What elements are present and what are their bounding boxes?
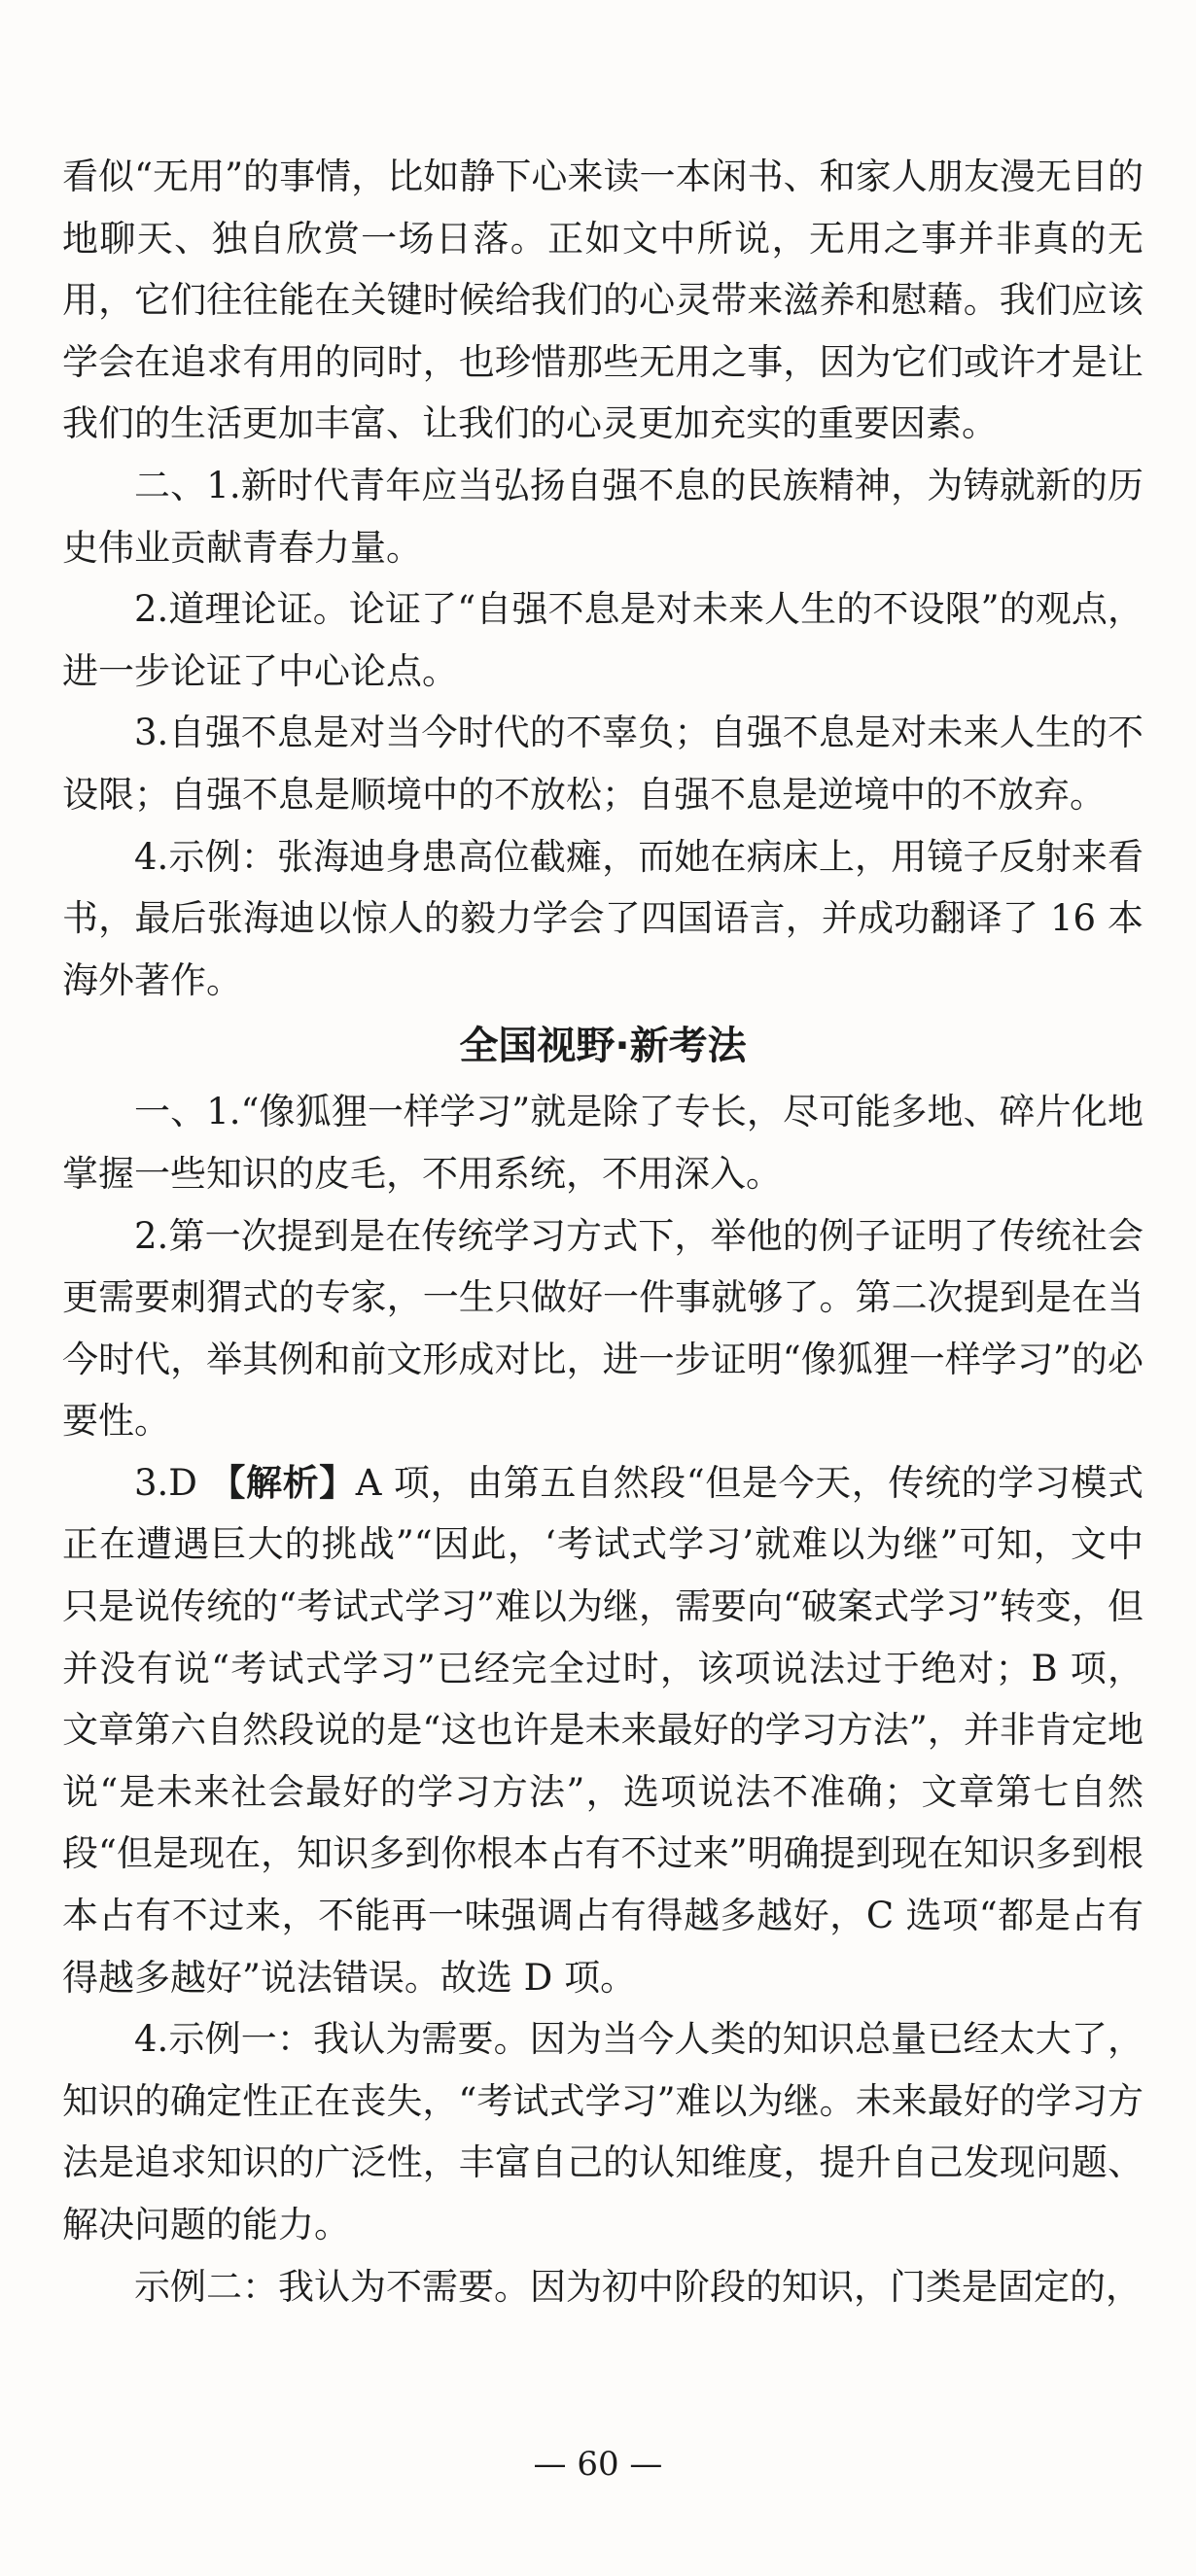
- answer-content: [62, 146, 1143, 2317]
- paragraph-s2-q4-example1: 4.示例一：我认为需要。因为当今人类的知识总量已经太大了，知识的确定性正在丧失，“考试式学习”难以为继。未来最好的学习方法是追求知识的广泛性，丰富自己的认知维度，提升自己发现问题、解决问题的能力。: [62, 2018, 1143, 2245]
- paragraph-q2-3: 3.自强不息是对当今时代的不辜负；自强不息是对未来人生的不设限；自强不息是顺境中的不放松；自强不息是逆境中的不放弃。: [62, 712, 1143, 816]
- answer-choice: 3.D: [134, 1461, 210, 1504]
- paragraph-continued: 看似“无用”的事情，比如静下心来读一本闲书、和家人朋友漫无目的地聊天、独自欣赏一场日落。正如文中所说，无用之事并非真的无用，它们往往能在关键时候给我们的心灵带来滋养和慰藉。我们应该学会在追求有用的同时，也珍惜那些无用之事，因为它们或许才是让我们的生活更加丰富、让我们的心灵更加充实的重要因素。: [62, 156, 1143, 445]
- paragraph-q2-2: 2.道理论证。论证了“自强不息是对未来人生的不设限”的观点，进一步论证了中心论点。: [62, 588, 1143, 692]
- analysis-text: A 项，由第五自然段“但是今天，传统的学习模式正在遭遇巨大的挑战”“因此，‘考试式学习’就难以为继”可知，文中只是说传统的“考试式学习”难以为继，需要向“破案式学习”转变，但并没有说“考试式学习”已经完全过时，该项说法过于绝对；B 项，文章第六自然段说的是“这也许是未来最好的学习方法”，并非肯定地说“是未来社会最好的学习方法”，选项说法不准确；文章第七自然段“但是现在，知识多到你根本占有不过来”明确提到现在知识多到根本占有不过来，不能再一味强调占有得越多越好，C 选项“都是占有得越多越好”说法错误。故选 D 项。: [62, 1461, 1144, 1999]
- analysis-tag: 【解析】: [209, 1461, 356, 1504]
- paragraph-s2-q1: 一、1.“像狐狸一样学习”就是除了专长，尽可能多地、碎片化地掌握一些知识的皮毛，不用系统，不用深入。: [62, 1091, 1143, 1195]
- page-number: — 60 —: [533, 2445, 663, 2484]
- paragraph-q2-1: 二、1.新时代青年应当弘扬自强不息的民族精神，为铸就新的历史伟业贡献青春力量。: [62, 464, 1143, 569]
- paragraph-q2-4: 4.示例：张海迪身患高位截瘫，而她在病床上，用镜子反射来看书，最后张海迪以惊人的毅力学会了四国语言，并成功翻译了 16 本海外著作。: [62, 835, 1143, 1001]
- paragraph-s2-q2: 2.第一次提到是在传统学习方式下，举他的例子证明了传统社会更需要刺猬式的专家，一生只做好一件事就够了。第二次提到是在当今时代，举其例和前文形成对比，进一步证明“像狐狸一样学习”的必要性。: [62, 1214, 1143, 1443]
- paragraph-s2-q4-example2: 示例二：我认为不需要。因为初中阶段的知识，门类是固定的，: [134, 2265, 1142, 2308]
- paragraph-s2-q3: [62, 1452, 1143, 2008]
- section-title: 全国视野·新考法: [459, 1024, 747, 1069]
